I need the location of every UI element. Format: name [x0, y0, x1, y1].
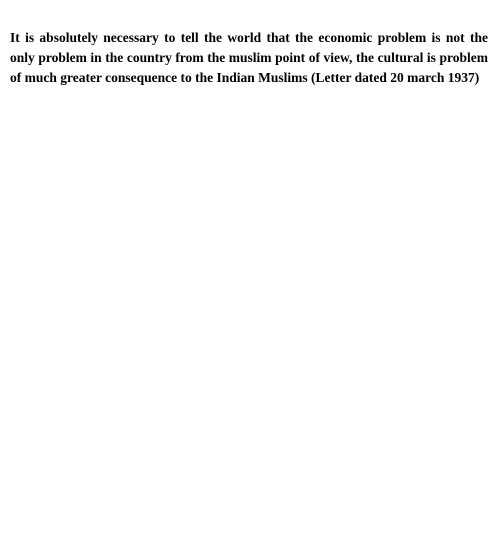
urdu-line [10, 278, 488, 292]
urdu-line [10, 318, 488, 332]
urdu-line [10, 218, 488, 232]
urdu-line [10, 358, 488, 372]
urdu-line [10, 338, 488, 352]
urdu-line [10, 406, 488, 420]
urdu-line [10, 486, 488, 500]
urdu-line [10, 378, 488, 392]
paragraph-urdu-1 [10, 98, 488, 392]
urdu-line [10, 198, 488, 212]
urdu-line [10, 466, 488, 480]
urdu-line [10, 298, 488, 312]
urdu-line [10, 158, 488, 172]
urdu-line [10, 238, 488, 252]
caption-urdu [10, 546, 488, 560]
english-quote: It is absolutely necessary to tell the world that the economic problem is not the only problem in the country from the muslim point of view, the cultural is problem of much greater consequence to the Indian Muslims (Letter dated 20 march 1937) [10, 30, 488, 85]
paragraph-gap [10, 398, 488, 406]
paragraph-urdu-2 [10, 406, 488, 540]
urdu-line [10, 118, 488, 132]
urdu-line [10, 178, 488, 192]
urdu-line [10, 446, 488, 460]
urdu-line [10, 8, 488, 22]
urdu-line [10, 258, 488, 272]
urdu-line [10, 426, 488, 440]
urdu-line [10, 138, 488, 152]
intro-urdu [10, 8, 488, 22]
urdu-line [10, 98, 488, 112]
urdu-line [10, 506, 488, 520]
urdu-line [10, 526, 488, 540]
